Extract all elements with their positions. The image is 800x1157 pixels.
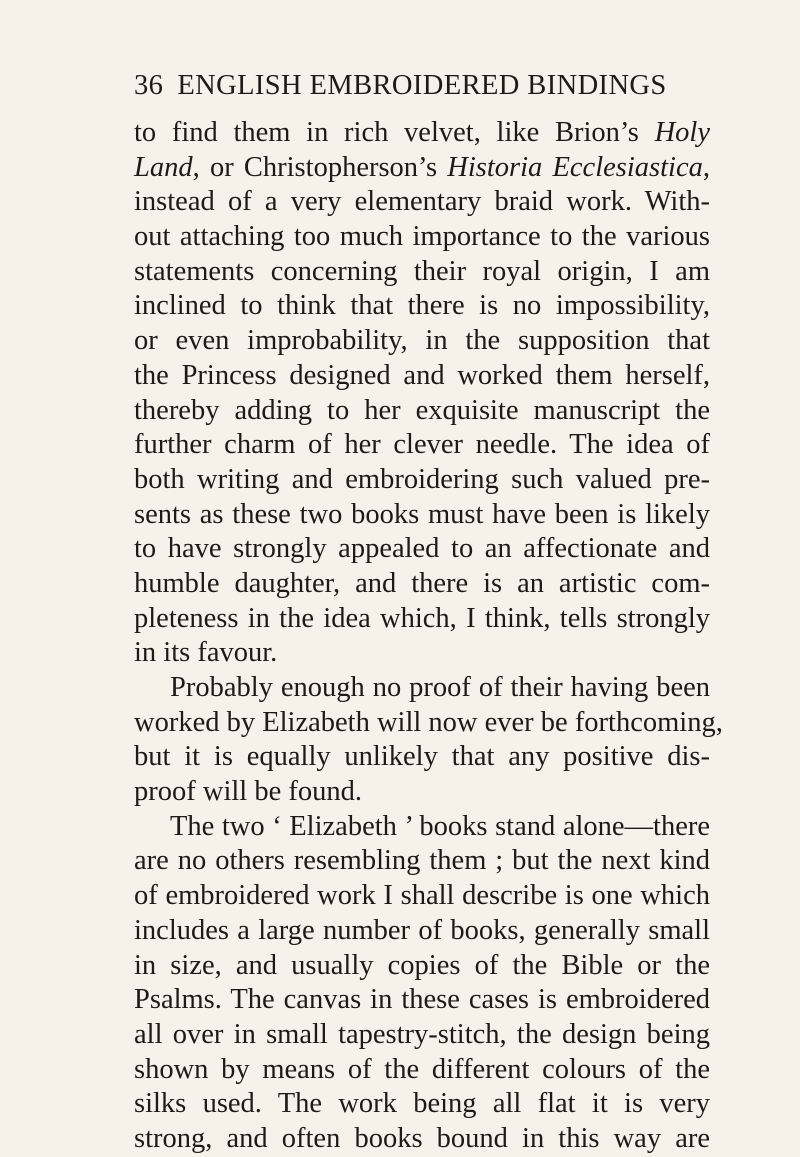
text-line: to have strongly appealed to an affectionate and [134, 533, 710, 565]
text-line: The two ‘ Elizabeth ’ books stand alone—there [170, 810, 710, 842]
text-line: worked by Elizabeth will now ever be forthcoming, [134, 706, 723, 738]
text-line: both writing and embroidering such valued pre- [134, 463, 710, 495]
text-line: all over in small tapestry-stitch, the design being [134, 1018, 710, 1050]
text-line: sents as these two books must have been is likely [134, 498, 710, 530]
text-line: instead of a very elementary braid work. With- [134, 186, 710, 218]
text-line: are no others resembling them ; but the next kind [134, 845, 710, 877]
text-line: Psalms. The canvas in these cases is embroidered [134, 984, 710, 1016]
text-line: statements concerning their royal origin, I am [134, 255, 710, 287]
text-line: includes a large number of books, generally small [134, 914, 710, 946]
text-line: the Princess designed and worked them herself, [134, 359, 710, 391]
running-head [134, 66, 694, 106]
text-line: but it is equally unlikely that any positive dis- [134, 741, 710, 773]
text-line: to find them in rich velvet, like Brion’s Holy [134, 117, 710, 148]
text-line: Land, or Christopherson’s Historia Ecclesiastica, [134, 151, 710, 183]
text-line: out attaching too much importance to the various [134, 221, 710, 253]
text-line: inclined to think that there is no impossibility, [134, 290, 710, 322]
text-line: proof will be found. [134, 776, 362, 808]
text-line: pleteness in the idea which, I think, tells strongly [134, 602, 710, 634]
text-line: strong, and often books bound in this way are [134, 1122, 710, 1154]
text-line: shown by means of the different colours of the [134, 1053, 710, 1085]
running-head-title: ENGLISH EMBROIDERED BINDINGS [177, 70, 667, 101]
body-text [134, 116, 723, 1157]
text-line: in size, and usually copies of the Bible or the [134, 949, 710, 981]
text-line: or even improbability, in the supposition that [134, 325, 710, 357]
text-line: of embroidered work I shall describe is one which [134, 880, 710, 912]
text-line: humble daughter, and there is an artistic com- [134, 567, 710, 599]
text-line: further charm of her clever needle. The idea of [134, 429, 710, 461]
page-number: 36 [134, 70, 164, 101]
text-line: Probably enough no proof of their having been [170, 672, 710, 703]
text-line: in its favour. [134, 637, 278, 669]
text-line: thereby adding to her exquisite manuscript the [134, 394, 710, 426]
text-line: silks used. The work being all flat it is very [134, 1088, 710, 1120]
